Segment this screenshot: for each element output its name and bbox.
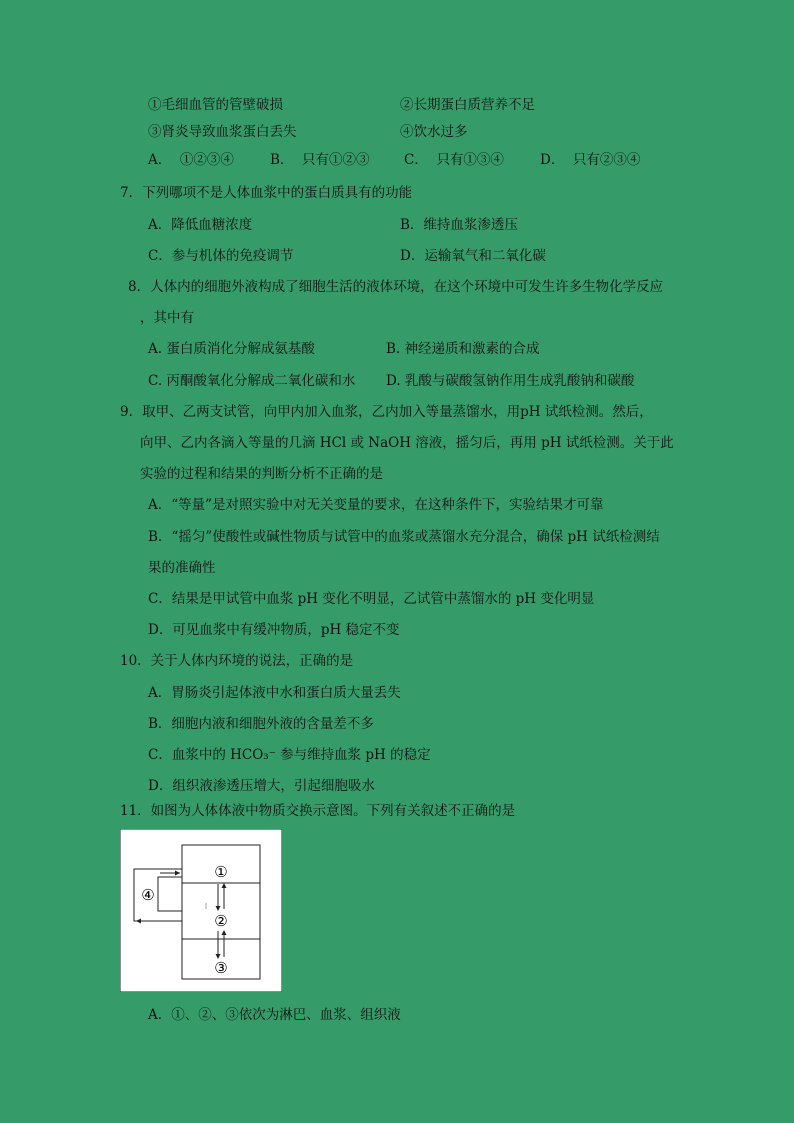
q9-option-b-line2: 果的准确性 (148, 560, 216, 576)
q6-option-1: ①毛细血管的管壁破损 (148, 97, 283, 113)
label-2: ② (214, 912, 228, 930)
q10-option-c: C．血浆中的 HCO₃⁻ 参与维持血浆 pH 的稳定 (148, 747, 431, 763)
body-fluid-exchange-diagram (120, 829, 282, 992)
q7-option-d: D．运输氧气和二氧化碳 (400, 248, 546, 264)
q8-option-b: B. 神经递质和激素的合成 (386, 341, 540, 357)
q8-stem-line2: ，其中有 (140, 310, 194, 326)
q6-choice-b: B． 只有①②③ (270, 152, 370, 168)
q7-option-c: C．参与机体的免疫调节 (148, 248, 294, 264)
q11-stem: 11．如图为人体体液中物质交换示意图。下列有关叙述不正确的是 (120, 803, 516, 819)
q9-option-a: A．“等量”是对照实验中对无关变量的要求，在这种条件下，实验结果才可靠 (148, 497, 604, 513)
q6-option-2: ②长期蛋白质营养不足 (400, 97, 535, 113)
q8-option-d: D. 乳酸与碳酸氢钠作用生成乳酸钠和碳酸 (386, 373, 635, 389)
q8-option-c: C. 丙酮酸氧化分解成二氧化碳和水 (148, 373, 356, 389)
q6-option-3: ③肾炎导致血浆蛋白丢失 (148, 124, 297, 140)
q10-option-a: A．胃肠炎引起体液中水和蛋白质大量丢失 (148, 685, 401, 701)
q7-option-b: B．维持血浆渗透压 (400, 217, 518, 233)
q11-option-a: A．①、②、③依次为淋巴、血浆、组织液 (148, 1007, 401, 1023)
q6-choice-c: C． 只有①③④ (404, 152, 504, 168)
q8-option-a: A. 蛋白质消化分解成氨基酸 (148, 341, 315, 357)
diagram-frame (120, 829, 282, 992)
q9-option-c: C．结果是甲试管中血浆 pH 变化不明显，乙试管中蒸馏水的 pH 变化明显 (148, 591, 595, 607)
q6-choice-d: D． 只有②③④ (540, 152, 641, 168)
q6-option-4: ④饮水过多 (400, 124, 468, 140)
label-4: ④ (141, 886, 155, 904)
q9-stem-line1: 9．取甲、乙两支试管，向甲内加入血浆，乙内加入等量蒸馏水，用pH 试纸检测。然后， (120, 404, 653, 420)
q10-option-b: B．细胞内液和细胞外液的含量差不多 (148, 716, 374, 732)
q10-option-d: D．组织液渗透压增大，引起细胞吸水 (148, 778, 375, 794)
q9-stem-line3: 实验的过程和结果的判断分析不正确的是 (140, 466, 383, 482)
q9-stem-line2: 向甲、乙内各滴入等量的几滴 HCl 或 NaOH 溶液，摇匀后，再用 pH 试纸检测。关于此 (140, 435, 674, 451)
q7-option-a: A．降低血糖浓度 (148, 217, 253, 233)
q9-option-d: D．可见血浆中有缓冲物质，pH 稳定不变 (148, 622, 400, 638)
label-3: ③ (214, 959, 228, 977)
q7-stem: 7．下列哪项不是人体血浆中的蛋白质具有的功能 (120, 185, 413, 201)
q10-stem: 10．关于人体内环境的说法，正确的是 (120, 653, 354, 669)
q6-choice-a: A． ①②③④ (148, 152, 234, 168)
label-1: ① (214, 863, 228, 881)
q8-stem-line1: 8．人体内的细胞外液构成了细胞生活的液体环境，在这个环境中可发生许多生物化学反应 (128, 279, 664, 295)
q9-option-b-line1: B．“摇匀”使酸性或碱性物质与试管中的血浆或蒸馏水充分混合，确保 pH 试纸检测结 (148, 529, 660, 545)
